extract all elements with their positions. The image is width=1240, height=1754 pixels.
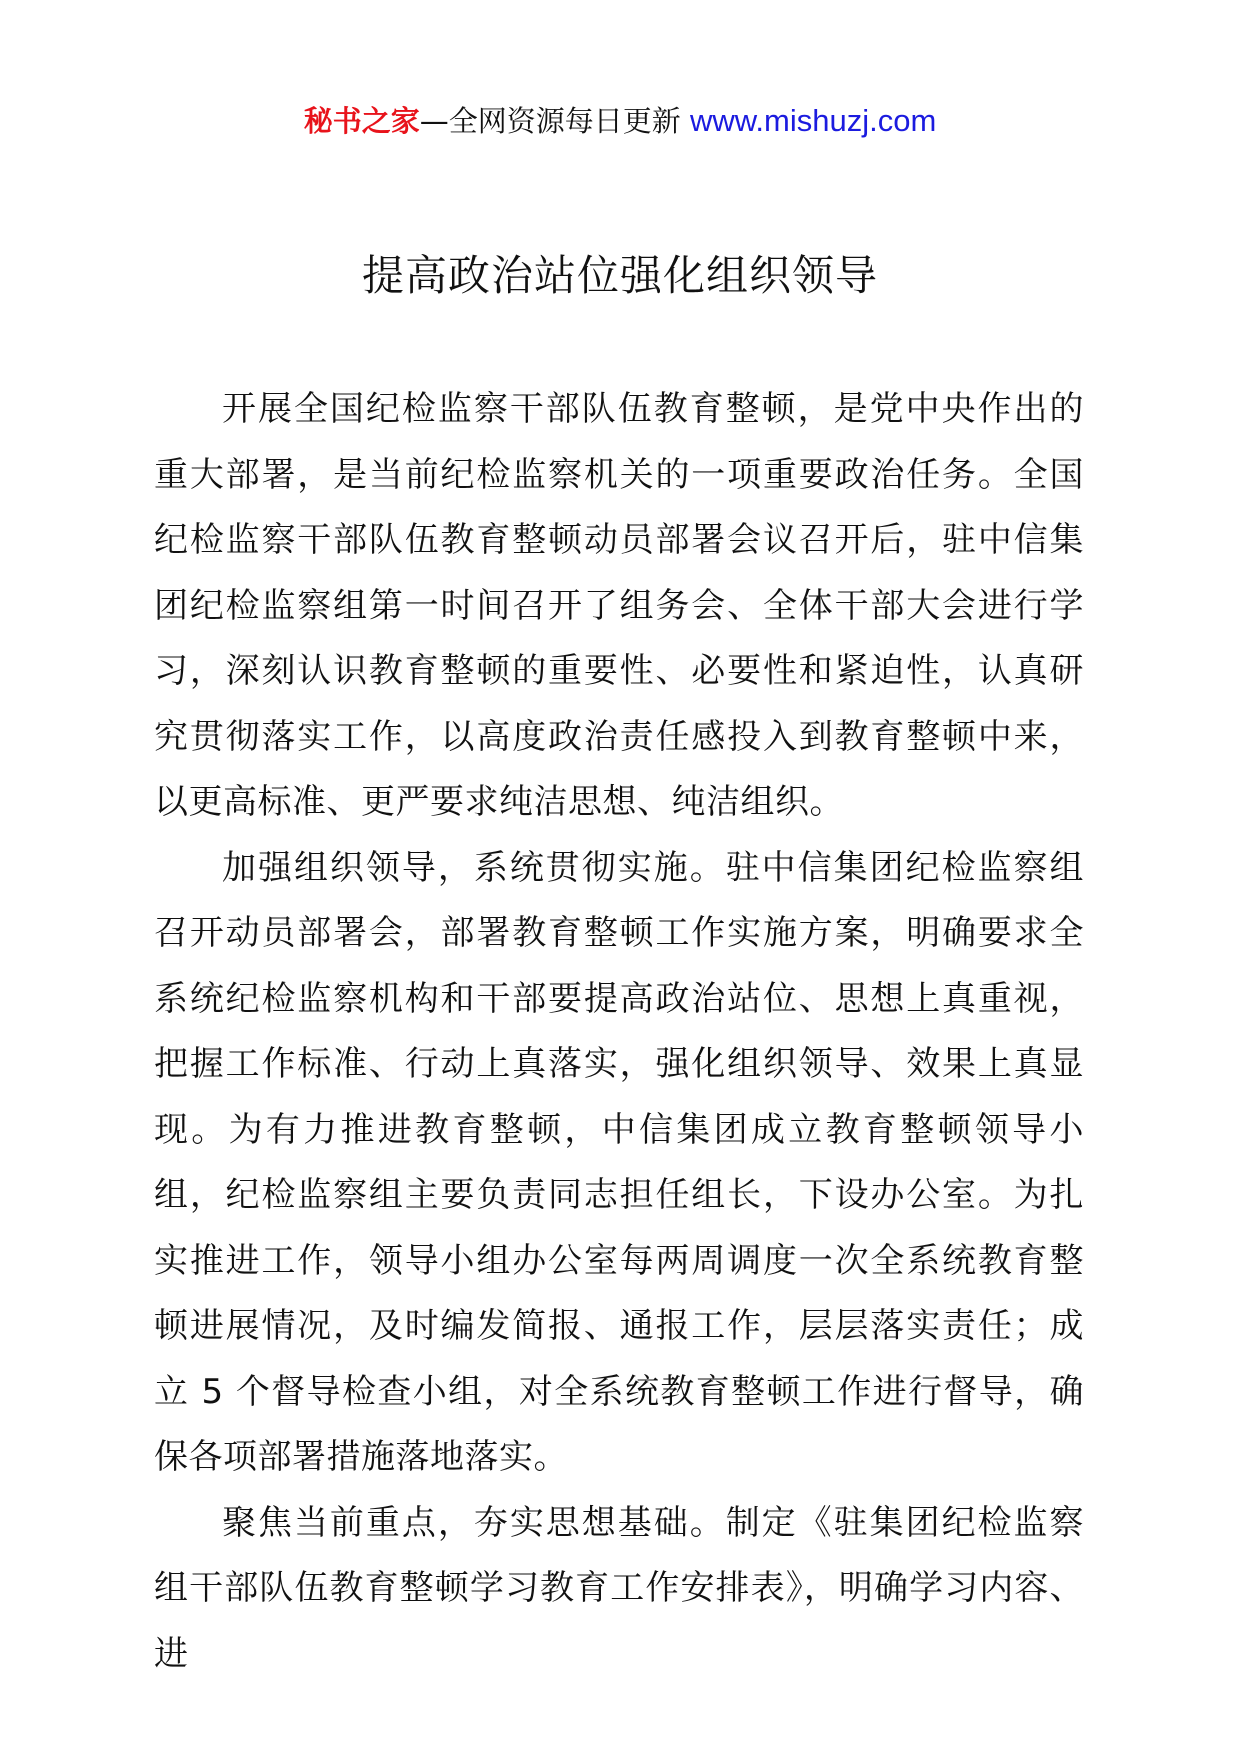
site-url-link[interactable]: www.mishuzj.com bbox=[689, 103, 937, 138]
paragraph-2: 加强组织领导，系统贯彻实施。驻中信集团纪检监察组召开动员部署会，部署教育整顿工作实施方案，明确要求全系统纪检监察机构和干部要提高政治站位、思想上真重视，把握工作标准、行动上真落实，强化组织领导、效果上真显现。为有力推进教育整顿，中信集团成立教育整顿领导小组，纪检监察组主要负责同志担任组长，下设办公室。为扎实推进工作，领导小组办公室每两周调度一次全系统教育整顿进展情况，及时编发简报、通报工作，层层落实责任；成立 5 个督导检查小组，对全系统教育整顿工作进行督导，确保各项部署措施落地落实。 bbox=[154, 847, 1084, 1477]
brand-name: 秘书之家 bbox=[303, 104, 420, 138]
site-header bbox=[0, 101, 1240, 141]
document-title: 提高政治站位强化组织领导 bbox=[361, 251, 878, 300]
document-body bbox=[154, 377, 1084, 1687]
paragraph-3: 聚焦当前重点，夯实思想基础。制定《驻集团纪检监察组干部队伍教育整顿学习教育工作安排表》，明确学习内容、进 bbox=[154, 1502, 1084, 1674]
header-tagline: —全网资源每日更新 bbox=[419, 104, 681, 138]
paragraph-1: 开展全国纪检监察干部队伍教育整顿，是党中央作出的重大部署，是当前纪检监察机关的一项重要政治任务。全国纪检监察干部队伍教育整顿动员部署会议召开后，驻中信集团纪检监察组第一时间召开了组务会、全体干部大会进行学习，深刻认识教育整顿的重要性、必要性和紧迫性，认真研究贯彻落实工作，以高度政治责任感投入到教育整顿中来，以更高标准、更严要求纯洁思想、纯洁组织。 bbox=[154, 389, 1084, 822]
